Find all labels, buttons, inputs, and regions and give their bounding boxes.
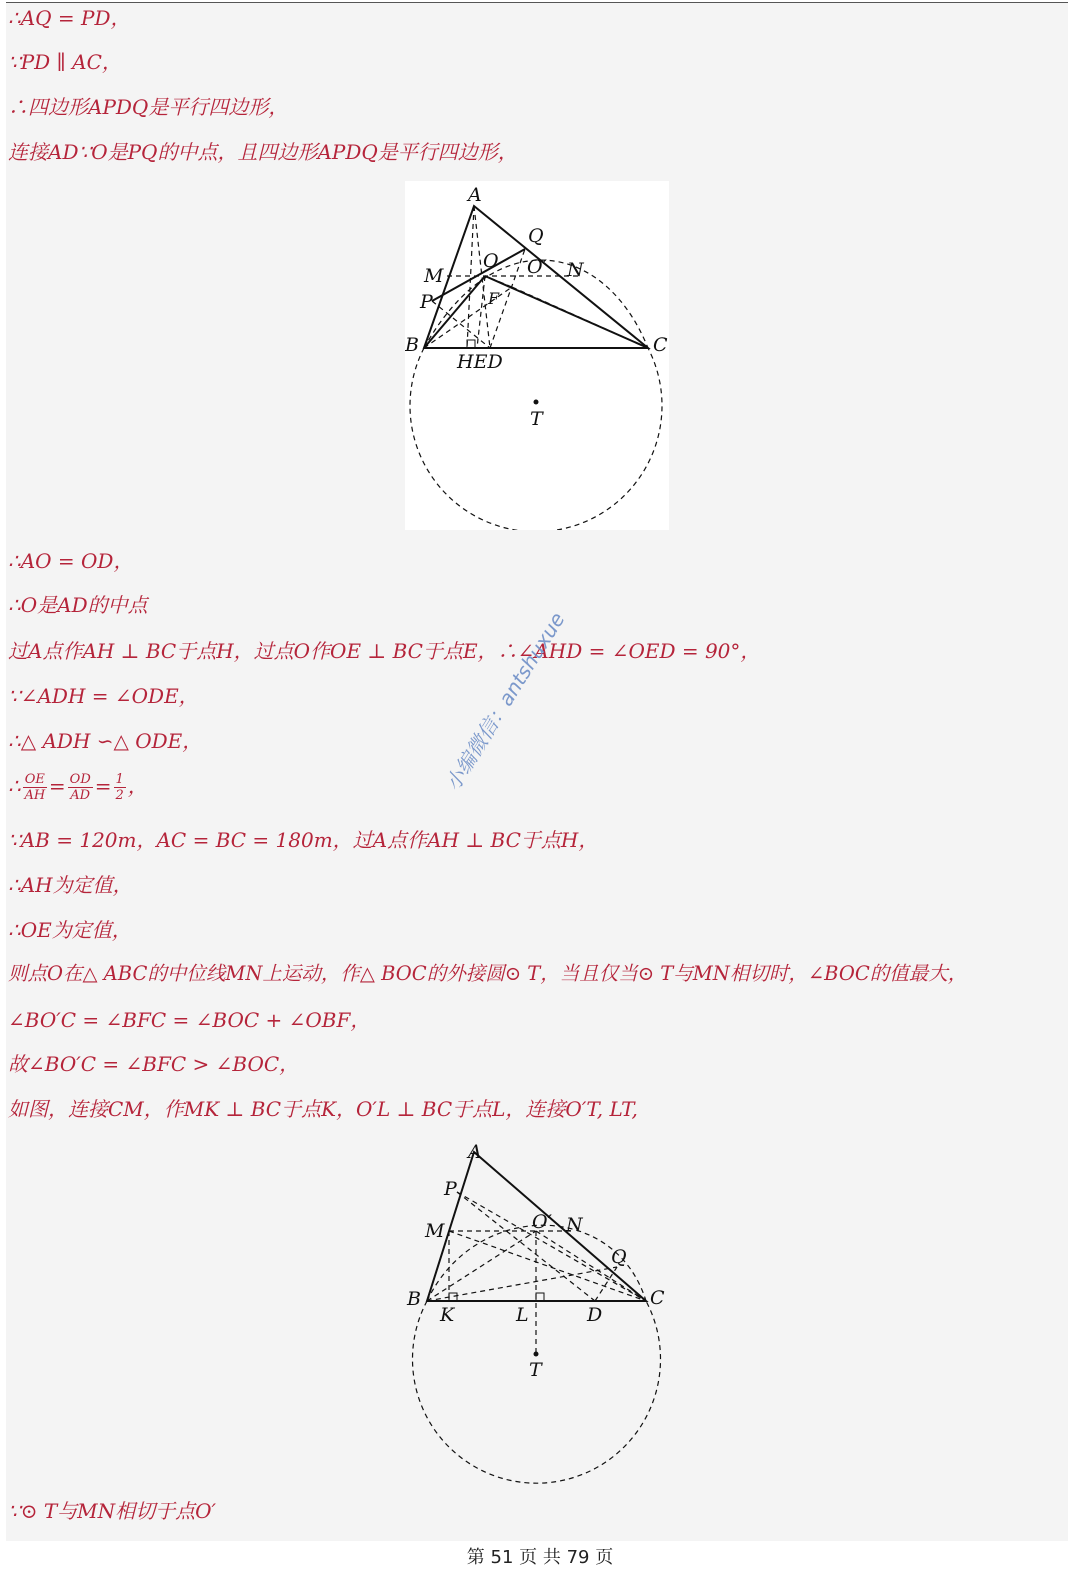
text-line-13: ∴OE为定值， <box>8 918 132 942</box>
text-line-11: ∵AB = 120m，AC = BC = 180m，过A点作AH ⊥ BC于点H， <box>8 828 599 852</box>
label-q: Q <box>611 1246 627 1268</box>
label-o: O <box>483 250 499 272</box>
right-angle-mark <box>467 340 475 348</box>
circle-t-arc <box>410 348 662 530</box>
text-line-3: ∴四边形APDQ是平行四边形， <box>8 95 289 119</box>
label-hed: HED <box>457 351 503 373</box>
label-c: C <box>650 1287 665 1309</box>
label-n: N <box>567 259 584 281</box>
text-line-15: ∠BO′C = ∠BFC = ∠BOC + ∠OBF， <box>8 1008 371 1032</box>
geometry-figure-1 <box>405 181 669 530</box>
center-t-dot <box>534 1352 539 1357</box>
text-line-17: 如图，连接CM，作MK ⊥ BC于点K，O′L ⊥ BC于点L，连接O′T, LT, <box>8 1097 638 1121</box>
segment-pq <box>432 249 525 301</box>
label-d: D <box>587 1304 603 1326</box>
label-b: B <box>407 1288 421 1310</box>
text-line-12: ∴AH为定值， <box>8 873 133 897</box>
label-p: P <box>444 1178 457 1200</box>
watermark: 小编微信：antshuxue <box>440 607 570 795</box>
right-angle-mark-k <box>449 1293 457 1301</box>
label-k: K <box>440 1304 455 1326</box>
label-p: P <box>420 291 433 313</box>
label-l: L <box>516 1304 529 1326</box>
text-line-10: ∴ $\frac{OE}{AH}$ = $\frac{OD}{AD}$ = $\frac{1}{2}$ ， <box>8 772 148 803</box>
label-f: F <box>488 289 500 308</box>
text-line-1: ∴AQ = PD， <box>8 6 131 30</box>
text-line-8: ∵∠ADH = ∠ODE， <box>8 684 199 708</box>
text-line-2: ∵PD ∥ AC， <box>8 50 122 74</box>
label-q: Q <box>528 225 544 247</box>
text-line-5: ∴AO = OD， <box>8 549 134 573</box>
circle-t-arc <box>413 1301 661 1483</box>
right-angle-mark-l <box>536 1293 544 1301</box>
geometry-figure-2 <box>405 1140 669 1492</box>
fraction-od-ad: $\frac{OD}{AD}$ <box>69 772 91 803</box>
text-line-9: ∴△ ADH ∽△ ODE， <box>8 729 203 753</box>
label-t: T <box>530 408 543 430</box>
text-line-7: 过A点作AH ⊥ BC于点H，过点O作OE ⊥ BC于点E，∴∠AHD = ∠OED = 90°， <box>8 639 761 663</box>
segment-oe <box>477 276 485 348</box>
segment-o-prime-c <box>536 1231 646 1301</box>
segment-fc <box>512 287 648 348</box>
center-t-dot <box>534 400 539 405</box>
text-line-14: 则点O在△ ABC的中位线MN上运动，作△ BOC的外接圆⊙ T，当且仅当⊙ T与MN相切时，∠BOC的值最大， <box>8 962 968 985</box>
text-line-4: 连接AD∵O是PQ的中点，且四边形APDQ是平行四边形， <box>8 140 518 164</box>
label-n: N <box>566 1214 583 1236</box>
label-a: A <box>468 184 482 206</box>
text-line-18: ∵⊙ T与MN相切于点O′ <box>8 1499 217 1523</box>
label-t: T <box>529 1359 542 1381</box>
label-c: C <box>653 334 668 356</box>
segment-oc <box>485 276 648 348</box>
label-a: A <box>468 1141 482 1163</box>
page-footer: 第 51 页 共 79 页 <box>466 1547 614 1568</box>
label-m: M <box>425 1220 445 1242</box>
label-o-prime: O′ <box>527 256 547 278</box>
text-line-16: 故∠BO′C = ∠BFC > ∠BOC， <box>8 1052 300 1076</box>
fraction-half: $\frac{1}{2}$ <box>115 772 124 803</box>
fraction-oe-ah: $\frac{OE}{AH}$ <box>24 772 46 803</box>
segment-bq <box>427 1267 617 1301</box>
segment-pd <box>432 301 490 348</box>
segment-pd <box>457 1192 595 1301</box>
label-m: M <box>424 265 444 287</box>
text-line-6: ∴O是AD的中点 <box>8 593 148 617</box>
label-o-prime: O′ <box>532 1211 552 1233</box>
label-b: B <box>405 334 419 356</box>
